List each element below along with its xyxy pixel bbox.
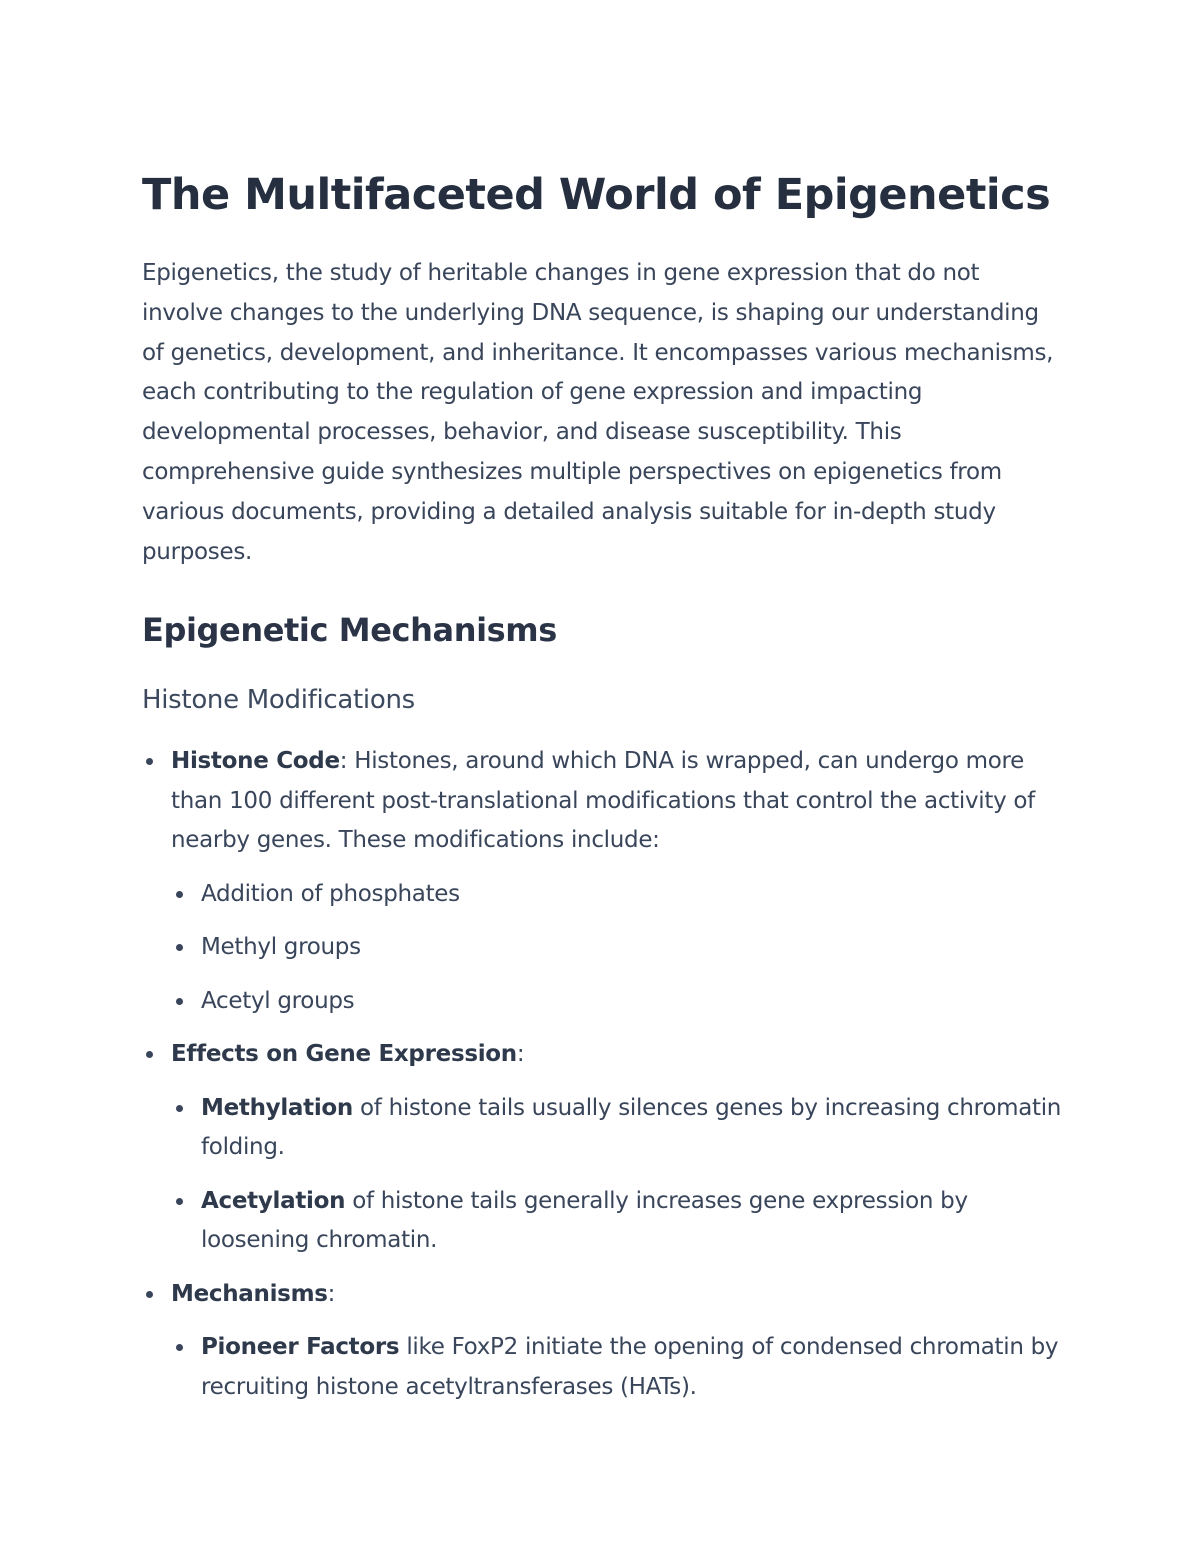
list-item-histone-code (171, 742, 1062, 1021)
bullet-list (142, 742, 1062, 1407)
sub-list-item (201, 1089, 1062, 1168)
sub-list-item-text (201, 1089, 1062, 1168)
sub-list-item (201, 1328, 1062, 1407)
sub-list-item-term: Acetylation (201, 1187, 346, 1214)
page-title: The Multifaceted World of Epigenetics (142, 170, 1051, 220)
sub-list-item-text (201, 1182, 1062, 1261)
sub-list-item (201, 875, 1062, 915)
sub-list-item (201, 1182, 1062, 1261)
list-item-term: Mechanisms (171, 1280, 328, 1307)
list-item-body: : (327, 1280, 336, 1307)
sub-list-item-term: Pioneer Factors (201, 1334, 400, 1361)
sub-list-item-text: Acetyl groups (201, 987, 355, 1014)
bullet-icon (146, 1291, 153, 1298)
bullet-icon (176, 998, 183, 1005)
sub-bullet-list (171, 1089, 1062, 1261)
list-item-body: : (516, 1041, 525, 1068)
sub-bullet-list (171, 1328, 1062, 1407)
bullet-icon (146, 1051, 153, 1058)
list-item-text (171, 742, 1062, 861)
sub-list-item (201, 928, 1062, 968)
list-item-text (171, 1275, 1062, 1315)
section-heading: Epigenetic Mechanisms (142, 611, 557, 650)
list-item-effects-on-gene-expression (171, 1035, 1062, 1261)
bullet-icon (176, 1198, 183, 1205)
intro-paragraph: Epigenetics, the study of heritable changes in gene expression that do not involve changes to the underlying DNA sequence, is shaping our understanding of genetics, development, and inheritance. It encompasses various mechanisms, each contributing to the regulation of gene expression and impacting developmental processes, behavior, and disease susceptibility. This comprehensive guide synthesizes multiple perspectives on epigenetics from various documents, providing a detailed analysis suitable for in-depth study purposes. (142, 260, 1054, 565)
bullet-icon (146, 758, 153, 765)
sub-list-item-text: Methyl groups (201, 934, 361, 961)
subsection-heading: Histone Modifications (142, 685, 415, 716)
sub-list-item-body: like FoxP2 initiate the opening of condensed chromatin by recruiting histone acetyltransferases (HATs). (201, 1334, 1059, 1400)
sub-list-item (201, 982, 1062, 1022)
bullet-icon (176, 891, 183, 898)
sub-bullet-list (171, 875, 1062, 1022)
list-item-text (171, 1035, 1062, 1075)
sub-list-item-body: of histone tails generally increases gene expression by loosening chromatin. (201, 1187, 968, 1254)
bullet-icon (176, 944, 183, 951)
document-page (142, 166, 1062, 1421)
list-item-body: : Histones, around which DNA is wrapped, can undergo more than 100 different post-translational modifications that control the activity of nearby genes. These modifications include: (171, 748, 1035, 854)
sub-list-item-body: of histone tails usually silences genes by increasing chromatin folding. (201, 1094, 1062, 1161)
bullet-icon (176, 1105, 183, 1112)
bullet-icon (176, 1344, 183, 1351)
sub-list-item-text (201, 1328, 1062, 1407)
list-item-mechanisms (171, 1275, 1062, 1408)
sub-list-item-term: Methylation (201, 1094, 354, 1121)
list-item-term: Effects on Gene Expression (171, 1041, 517, 1068)
sub-list-item-text: Addition of phosphates (201, 880, 460, 907)
list-item-term: Histone Code (171, 748, 340, 775)
